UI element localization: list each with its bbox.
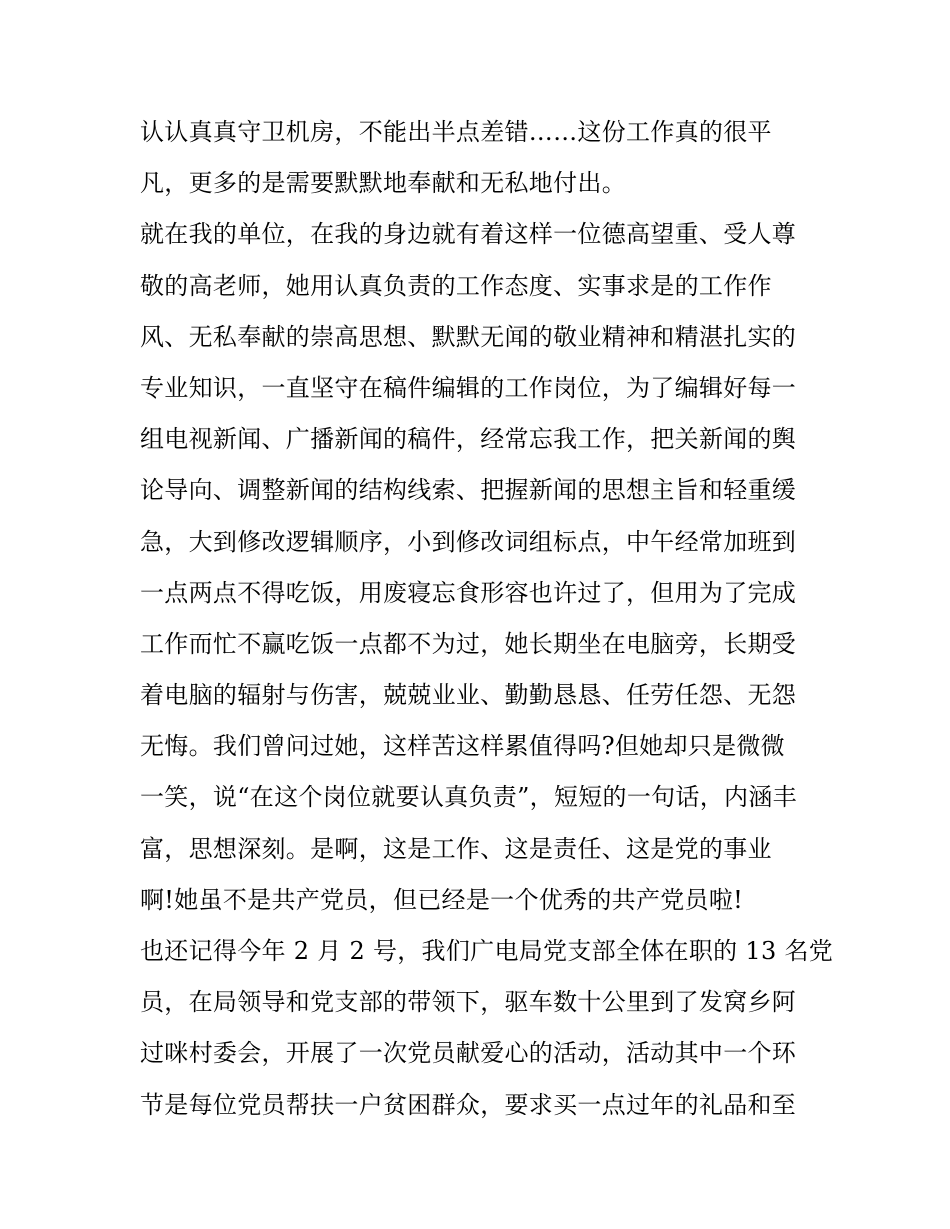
text-line: 无悔。我们曾问过她，这样苦这样累值得吗?但她却只是微微 [140, 732, 785, 761]
text-line: 员，在局领导和党支部的带领下，驱车数十公里到了发窝乡阿 [140, 988, 797, 1017]
text-line: 就在我的单位，在我的身边就有着这样一位德高望重、受人尊 [140, 220, 797, 249]
text-line: 节是每位党员帮扶一户贫困群众，要求买一点过年的礼品和至 [140, 1090, 797, 1119]
text-line: 组电视新闻、广播新闻的稿件，经常忘我工作，把关新闻的舆 [140, 425, 797, 454]
text-line: 论导向、调整新闻的结构线索、把握新闻的思想主旨和轻重缓 [140, 476, 797, 505]
text-line: 着电脑的辐射与伤害，兢兢业业、勤勤恳恳、任劳任怨、无怨 [140, 681, 797, 710]
text-line: 敬的高老师，她用认真负责的工作态度、实事求是的工作作 [140, 271, 772, 300]
text-line: 风、无私奉献的崇高思想、默默无闻的敬业精神和精湛扎实的 [140, 322, 797, 351]
text-line: 工作而忙不赢吃饭一点都不为过，她长期坐在电脑旁，长期受 [140, 629, 797, 658]
text-line: 专业知识，一直坚守在稿件编辑的工作岗位，为了编辑好每一 [140, 373, 797, 402]
text-line: 过咪村委会，开展了一次党员献爱心的活动，活动其中一个环 [140, 1039, 797, 1068]
text-line: 急，大到修改逻辑顺序，小到修改词组标点，中午经常加班到 [140, 527, 797, 556]
text-line: 认认真真守卫机房，不能出半点差错……这份工作真的很平 [140, 118, 772, 146]
text-line: 凡，更多的是需要默默地奉献和无私地付出。 [140, 169, 626, 198]
text-line: 啊!她虽不是共产党员，但已经是一个优秀的共产党员啦! [140, 885, 744, 914]
text-line: 也还记得今年 2 月 2 号，我们广电局党支部全体在职的 13 名党 [140, 937, 834, 965]
text-line: 一笑，说“在这个岗位就要认真负责”，短短的一句话，内涵丰 [140, 783, 797, 812]
document-page [140, 107, 834, 1131]
text-line: 富，思想深刻。是啊，这是工作、这是责任、这是党的事业 [140, 834, 772, 863]
text-line: 一点两点不得吃饭，用废寝忘食形容也许过了，但用为了完成 [140, 578, 797, 607]
